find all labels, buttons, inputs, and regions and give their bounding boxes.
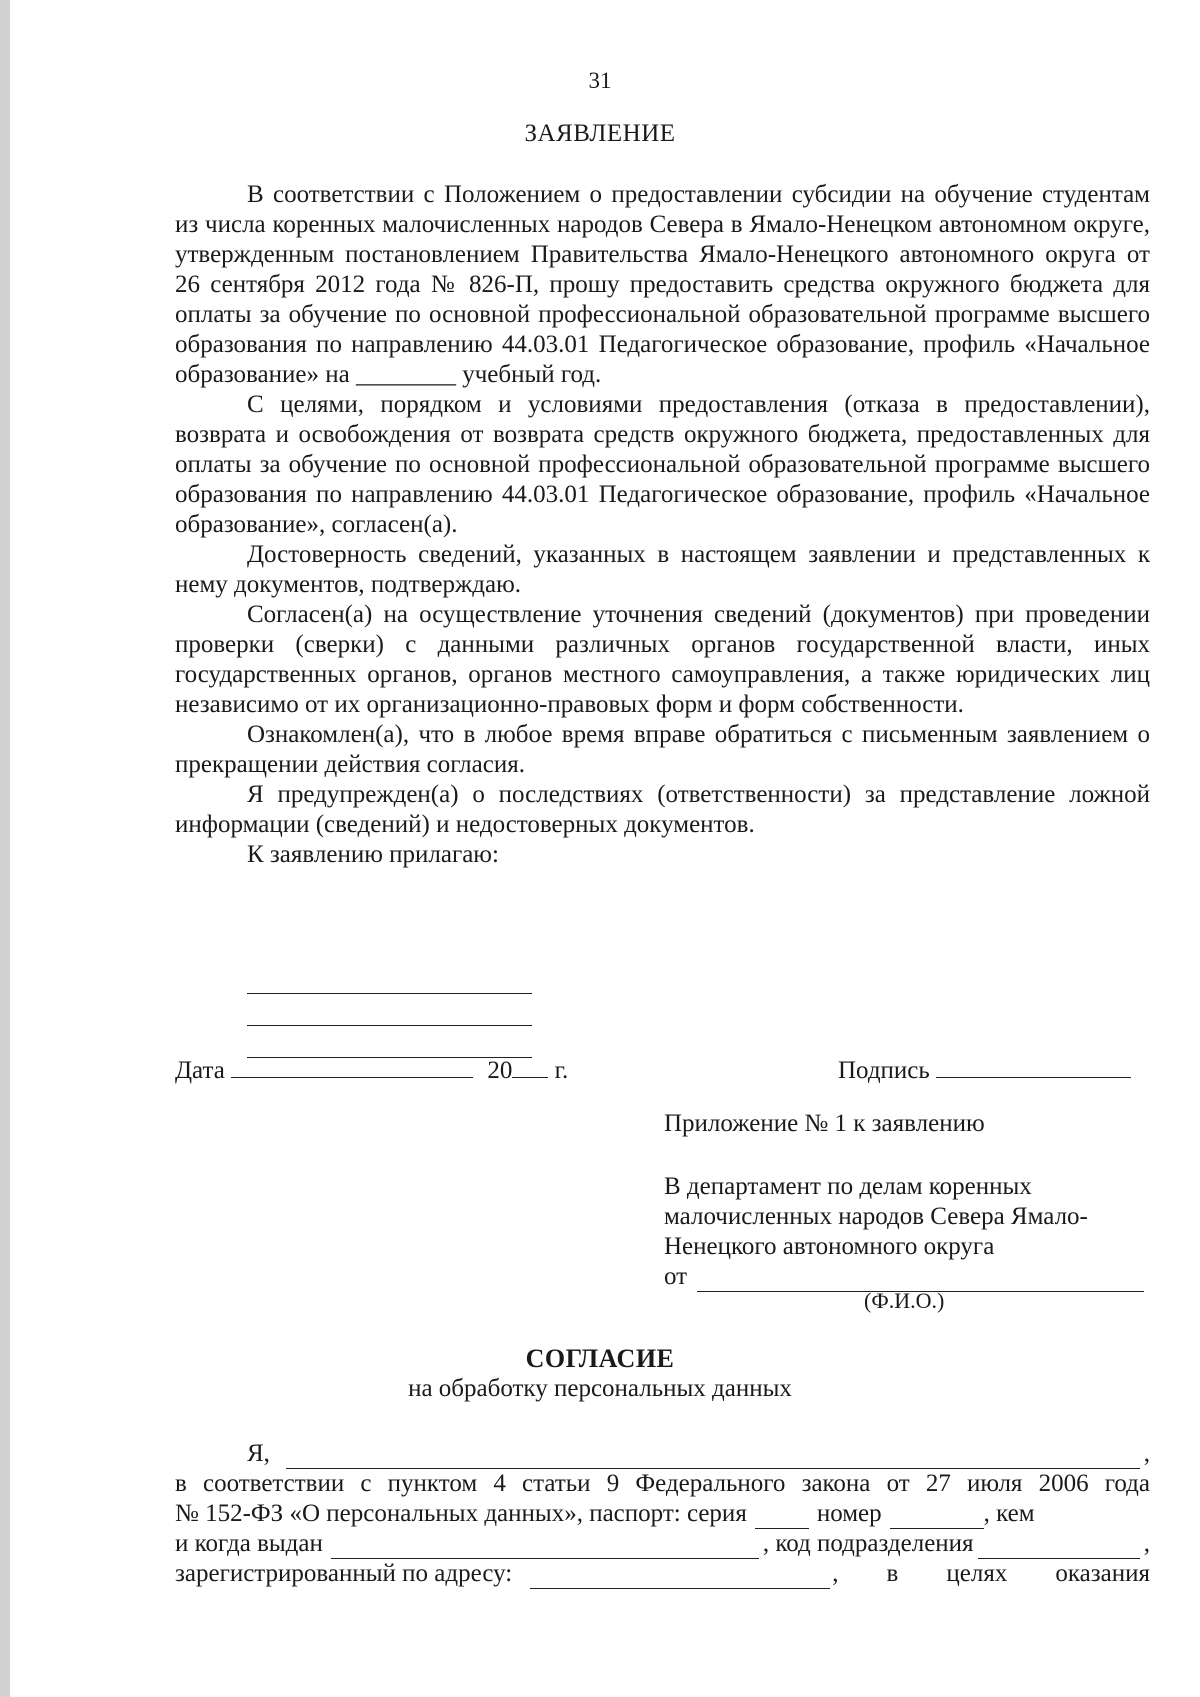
signature-label: Подпись — [838, 1057, 930, 1084]
passport-series-line — [755, 1506, 809, 1529]
signature-field-line — [936, 1055, 1131, 1078]
date-row — [175, 1055, 568, 1086]
address-field-line — [530, 1566, 830, 1589]
name-field-line — [286, 1446, 1140, 1469]
passport-number-label: номер — [816, 1500, 882, 1527]
consent-line-issued — [175, 1529, 1150, 1559]
paragraph-reliability: Достоверность сведений, указанных в настоящем заявлении и представленных к нему документов, подтверждаю. — [175, 541, 1150, 598]
attachment-line — [247, 962, 532, 994]
attachment-line — [247, 1026, 532, 1058]
comma: , — [1143, 1440, 1150, 1467]
paragraph-liability: Я предупрежден(а) о последствиях (ответственности) за представление ложной информации (сведений) и недостоверных документов. — [175, 781, 1150, 838]
year-suffix: г. — [554, 1057, 569, 1084]
paragraph-conditions: С целями, порядком и условиями предоставления (отказа в предоставлении), возврата и освобождения от возврата средств окружного бюджета, предоставленных для оплаты за обучение по основной профессиональной образовательной программе высшего образования по направлению 44.03.01 Педагогическое образование, профиль «Начальное образование», согласен(а). — [175, 391, 1150, 538]
application-body — [175, 180, 1150, 870]
paragraph-withdrawal: Ознакомлен(а), что в любое время вправе обратиться с письменным заявлением о прекращении действия согласия. — [175, 721, 1150, 778]
comma: , — [1143, 1530, 1150, 1557]
address-label: зарегистрированный по адресу: — [175, 1560, 513, 1587]
passport-number-line — [890, 1506, 984, 1529]
year-field-line — [512, 1055, 548, 1078]
passport-series-label: № 152-ФЗ «О персональных данных», паспорт: серия — [175, 1500, 747, 1527]
attachment-line — [247, 994, 532, 1026]
document-title: ЗАЯВЛЕНИЕ — [524, 120, 676, 147]
consent-line-law: в соответствии с пунктом 4 статьи 9 Федерального закона от 27 июля 2006 года — [175, 1470, 1150, 1497]
consent-line-passport — [175, 1499, 1150, 1529]
consent-subtitle: на обработку персональных данных — [408, 1375, 792, 1402]
signature-row — [838, 1055, 1131, 1086]
division-code-line — [978, 1536, 1140, 1559]
paragraph-attachments: К заявлению прилагаю: — [247, 841, 499, 868]
appendix-label: Приложение № 1 к заявлению — [664, 1110, 985, 1137]
addressee-line: Ненецкого автономного округа — [664, 1233, 995, 1260]
addressee-block — [664, 1172, 1144, 1292]
attachment-lines — [247, 962, 532, 1058]
issued-by-label: , кем — [983, 1500, 1035, 1527]
date-field-line — [231, 1055, 473, 1078]
fio-caption: (Ф.И.О.) — [864, 1288, 945, 1313]
addressee-line: малочисленных народов Севера Ямало- — [664, 1203, 1088, 1230]
paragraph-verification: Согласен(а) на осуществление уточнения сведений (документов) при проведении проверки (сверки) с данными различных органов государственной власти, иных государственных органов, органов местного самоуправления, а также юридических лиц независимо от их организационно-правовых форм и форм собственности. — [175, 601, 1150, 718]
page-number: 31 — [588, 68, 612, 93]
consent-body — [175, 1439, 1150, 1589]
consent-title: СОГЛАСИЕ — [525, 1344, 675, 1373]
consent-line-name — [175, 1439, 1150, 1469]
purpose-label: , в целях оказания — [832, 1560, 1150, 1587]
from-label: от — [664, 1263, 688, 1290]
division-code-label: , код подразделения — [762, 1530, 974, 1557]
addressee-line: В департамент по делам коренных — [664, 1173, 1032, 1200]
consent-i-label: Я, — [247, 1440, 270, 1467]
issued-field-line — [331, 1536, 759, 1559]
issued-when-label: и когда выдан — [175, 1530, 323, 1557]
consent-line-address — [175, 1559, 1150, 1589]
date-label: Дата — [175, 1057, 225, 1084]
year-prefix: 20 — [487, 1057, 513, 1084]
paragraph-request: В соответствии с Положением о предоставлении субсидии на обучение студентам из числа коренных малочисленных народов Севера в Ямало-Ненецком автономном округе, утвержденным постановлением Правительства Ямало-Ненецкого автономного округа от 26 сентября 2012 года № 826-П, прошу предоставить средства окружного бюджета для оплаты за обучение по основной профессиональной образовательной программе высшего образования по направлению 44.03.01 Педагогическое образование, профиль «Начальное образование» на ________ учебный год. — [175, 181, 1150, 388]
